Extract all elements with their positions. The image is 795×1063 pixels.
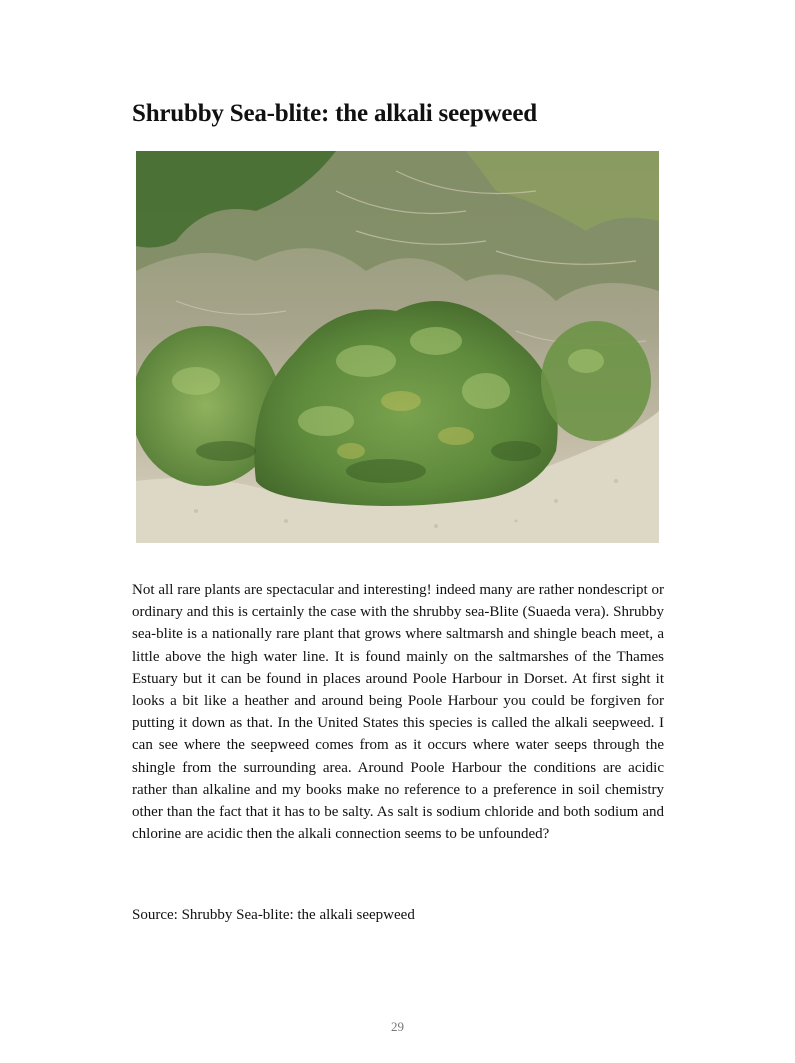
page-title: Shrubby Sea-blite: the alkali seepweed [132,100,537,127]
body-paragraph: Not all rare plants are spectacular and interesting! indeed many are rather nondescript or ordinary and this is certainly the case with the shrubby sea-Blite (Suaeda vera). Shrubby sea-blite is a nationally rare plant that grows where saltmarsh and shingle beach meet, a little above the high water line. It is found mainly on the saltmarshes of the Thames Estuary but it can be found in places around Poole Harbour in Dorset. At first sight it looks a bit like a heather and around being Poole Harbour you could be forgiven for putting it down as that. In the United States this species is called the alkali seepweed. I can see where the seepweed comes from as it occurs where water seeps through the shingle from the surrounding area. Around Poole Harbour the conditions are acidic rather than alkaline and my books make no reference to a preference in soil chemistry other than the fact that it has to be salty. As salt is sodium chloride and both sodium and chlorine are acidic then the alkali connection seems to be unfounded? [132,582,664,843]
page-number: 29 [391,1019,404,1034]
sea-blite-photo-illustration [136,151,659,543]
sea-blite-photo [136,151,659,543]
source-citation: Source: Shrubby Sea-blite: the alkali seepweed [132,907,415,923]
